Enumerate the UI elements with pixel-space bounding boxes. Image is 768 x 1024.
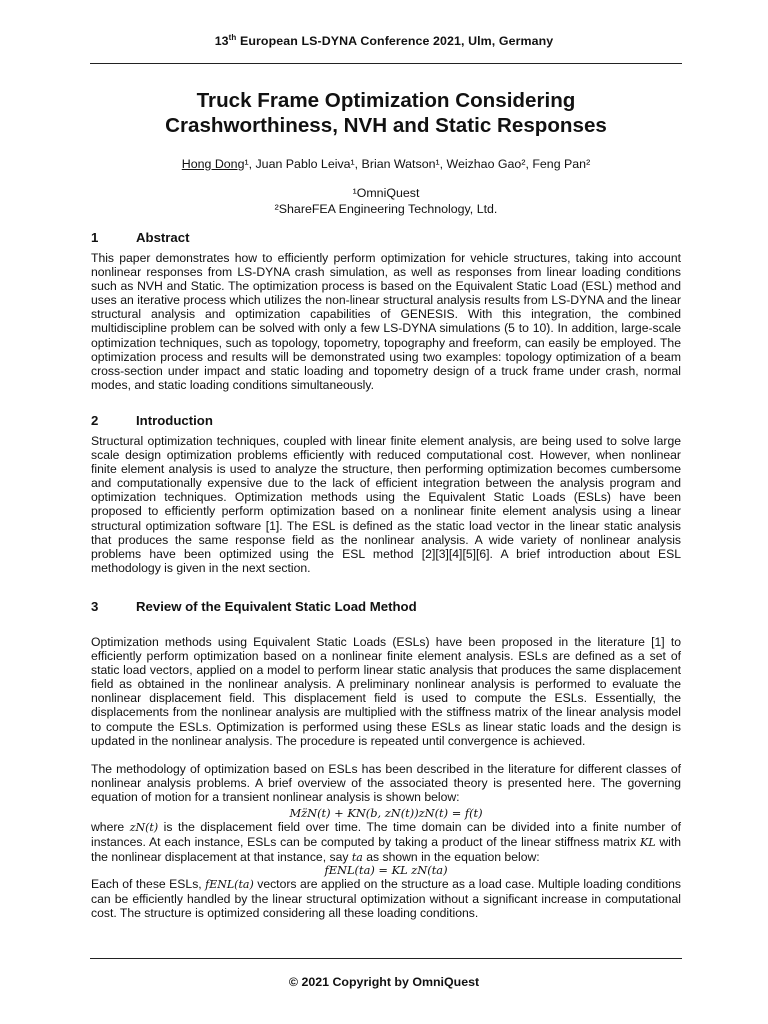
header-rule [90, 63, 682, 64]
section-number: 3 [91, 599, 99, 614]
esl-equation: fENL(ta) = KL zN(ta) [324, 863, 448, 877]
text-run: as shown in the equation below: [362, 850, 540, 865]
author-list [90, 157, 682, 171]
section-title: Abstract [136, 230, 190, 245]
math-symbol: zN(t) [129, 821, 159, 834]
esl-paragraph-3 [91, 820, 681, 865]
conference-name: European LS-DYNA Conference 2021, Ulm, Germany [236, 34, 554, 48]
text-run: where [91, 820, 130, 834]
title-line-1: Truck Frame Optimization Considering [196, 89, 576, 112]
abstract-text: This paper demonstrates how to efficiently perform optimization for vehicle structures, taking into account nonlinear responses from LS-DYNA crash simulation, as well as responses from linear loading conditions such as NVH and Static. The optimization process is based on the Equivalent Static Load (ESL) method and uses an iterative process which utilizes the non-linear structural analysis results from LS-DYNA and the linear structural analysis and optimization capabilities of GENESIS. With this integration, the combined multidiscipline problem can be solved with only a few LS-DYNA simulations (5 to 10). In addition, large-scale optimization techniques, such as topology, topometry, topography and freeform, can easily be employed. The optimization process and results will be demonstrated using two examples: topology optimization of a beam cross-section under impact and static loading and topometry design of a truck frame under crash, normal modes, and static loading conditions simultaneously. [91, 251, 681, 392]
section-heading-esl-review [91, 599, 417, 614]
text-run: vectors are applied on the structure as a load case. Multiple loading conditions can be efficiently handled by the linear structural optimization without a significant increase in computational cost. The structure is optimized considering all these loading conditions. [91, 877, 681, 921]
co-authors: ¹, Juan Pablo Leiva¹, Brian Watson¹, Weizhao Gao², Feng Pan² [244, 157, 591, 171]
section-heading-introduction [91, 413, 213, 428]
math-symbol: fENL(ta) [205, 878, 254, 891]
esl-paragraph-1: Optimization methods using Equivalent Static Loads (ESLs) have been proposed in the literature [1] to efficiently perform optimization based on a nonlinear finite element analysis. ESLs are defined as a set of static load vectors, applied on a model to perform linear static analysis that produces the same displacement field as obtained in the nonlinear analysis. A preliminary nonlinear analysis is performed to evaluate the nonlinear displacement field. This displacement field is used to compute the ESLs. Essentially, the displacements from the nonlinear analysis are multiplied with the stiffness matrix of the linear analysis model to compute the ESLs. Optimization is performed using these ESLs as linear static loads and the design is updated in the nonlinear analysis. The procedure is repeated until convergence is achieved. [91, 635, 681, 748]
conference-number: 13 [214, 34, 229, 48]
paper-title [90, 88, 682, 138]
esl-paragraph-2: The methodology of optimization based on ESLs has been described in the literature for different classes of nonlinear analysis problems. A brief overview of the associated theory is presented here. The governing equation of motion for a transient nonlinear analysis is shown below: [91, 762, 681, 805]
equation-of-motion: Mz̈N(t) + KN(b, zN(t))zN(t) = f(t) [289, 806, 483, 820]
affiliation-2: ²ShareFEA Engineering Technology, Ltd. [274, 202, 498, 216]
section-heading-abstract [91, 230, 190, 245]
first-author: Hong Dong [181, 157, 245, 171]
footer-rule [90, 958, 682, 959]
text-run: Each of these ESLs, [91, 877, 206, 891]
math-symbol: KL [639, 836, 656, 850]
introduction-text: Structural optimization techniques, coupled with linear finite element analysis, are being used to solve large scale design optimization problems efficiently with reduced computational cost. However, when nonlinear finite element analysis is used to analyze the structure, then performing optimization becomes cumbersome and computationally expensive due to the lack of efficient integration between the analysis program and optimization techniques. Optimization methods using the Equivalent Static Loads (ESLs) have been proposed to efficiently perform optimization based on a nonlinear finite element analysis using a linear structural optimization software [1]. The ESL is defined as the static load vector in the linear static analysis that produces the same response field as the nonlinear analysis. A wide variety of nonlinear analysis problems have been optimized using the ESL method [2][3][4][5][6]. A brief introduction about ESL methodology is given in the next section. [91, 434, 681, 575]
title-line-2: Crashworthiness, NVH and Static Responses [165, 114, 607, 137]
affiliation-1: ¹OmniQuest [352, 186, 420, 200]
copyright-footer: © 2021 Copyright by OmniQuest [288, 975, 480, 989]
esl-paragraph-4 [91, 877, 681, 920]
conference-ordinal: th [228, 33, 237, 42]
section-number: 2 [91, 413, 99, 428]
section-title: Review of the Equivalent Static Load Method [136, 599, 417, 614]
section-title: Introduction [136, 413, 213, 428]
running-header [0, 34, 768, 48]
text-run: is the displacement field over time. The time domain can be divided into a finite number of instances. At each instance, ESLs can be computed by taking a product of the linear stiffness matrix [91, 820, 681, 850]
section-number: 1 [91, 230, 99, 245]
math-symbol: ta [351, 851, 363, 865]
text-run: with the nonlinear displacement at that instance, say [91, 835, 682, 865]
